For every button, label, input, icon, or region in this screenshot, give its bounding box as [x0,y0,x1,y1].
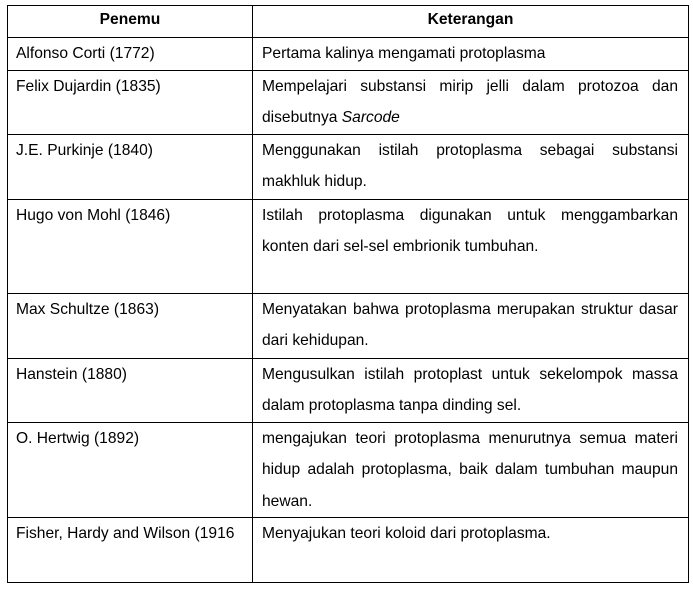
keterangan-text: Mengusulkan istilah protoplast untuk sekelompok massa dalam protoplasma tanpa dinding sel. [262,365,678,414]
table-row [8,38,689,71]
penemu-cell: Alfonso Corti (1772) [8,38,253,71]
keterangan-text: Mempelajari substansi mirip jelli dalam protozoa dan disebutnya [262,77,678,126]
keterangan-text: Menyatakan bahwa protoplasma merupakan struktur dasar dari kehidupan. [262,300,678,349]
table-row [8,293,689,358]
table-row [8,422,689,518]
table-row [8,518,689,583]
keterangan-text: Menyajukan teori koloid dari protoplasma. [262,525,551,542]
penemu-cell: J.E. Purkinje (1840) [8,134,253,199]
keterangan-cell [253,134,689,199]
penemu-cell: Max Schultze (1863) [8,293,253,358]
penemu-cell: Hanstein (1880) [8,358,253,422]
header-penemu: Penemu [8,6,253,38]
keterangan-text: mengajukan teori protoplasma menurutnya semua materi hidup adalah protoplasma, baik dalam tumbuhan maupun hewan. [262,429,678,510]
keterangan-text: Pertama kalinya mengamati protoplasma [262,45,546,62]
table-row [8,70,689,134]
keterangan-cell [253,518,689,583]
table-header-row [8,6,689,38]
table-row [8,358,689,422]
keterangan-text: Istilah protoplasma digunakan untuk menggambarkan konten dari sel-sel embrionik tumbuhan. [262,206,678,255]
keterangan-text: Menggunakan istilah protoplasma sebagai substansi makhluk hidup. [262,141,678,190]
keterangan-cell [253,293,689,358]
header-keterangan: Keterangan [253,6,689,38]
keterangan-cell [253,422,689,518]
penemu-cell: Felix Dujardin (1835) [8,70,253,134]
keterangan-cell [253,38,689,71]
keterangan-cell [253,358,689,422]
table-row [8,134,689,199]
penemu-cell: O. Hertwig (1892) [8,422,253,518]
discoverers-table [7,5,689,583]
keterangan-cell [253,199,689,293]
penemu-cell: Fisher, Hardy and Wilson (1916 [8,518,253,583]
keterangan-cell [253,70,689,134]
keterangan-italic-term: Sarcode [341,109,400,126]
penemu-cell: Hugo von Mohl (1846) [8,199,253,293]
table-row [8,199,689,293]
